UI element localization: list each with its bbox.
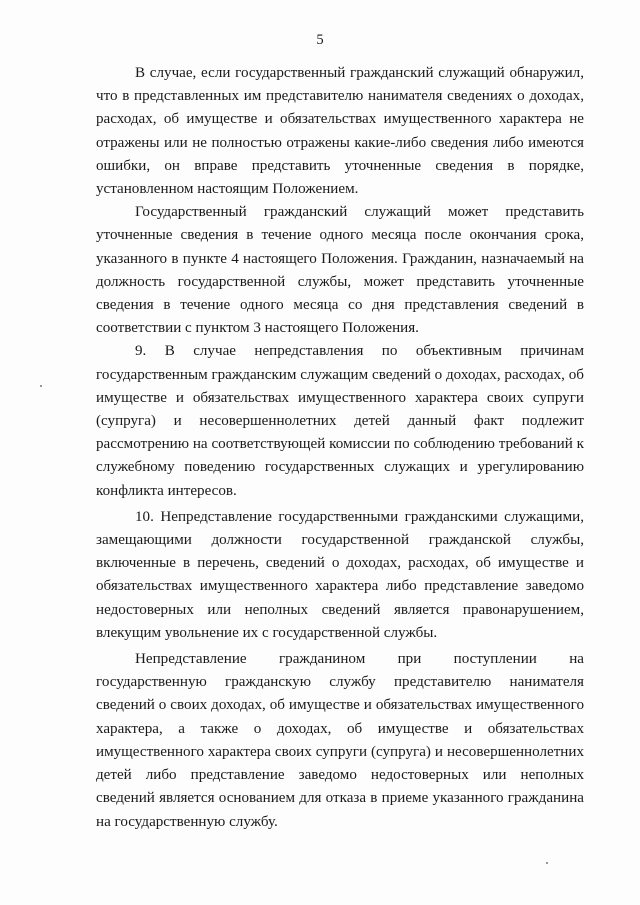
paragraph-item-10: 10. Непредставление государственными гражданскими служащими, замещающими должности государственной гражданской службы, включенные в перечень, сведений о доходах, расходах, об имуществе и обязательствах имущественного характера либо представление заведомо недостоверных или неполных сведений является правонарушением, влекущим увольнение их с государственной службы.	[96, 508, 584, 641]
paragraph-citizen-non-submission: Непредставление гражданином при поступлении на государственную гражданскую службу представителю нанимателя сведений о своих доходах, об имуществе и обязательствах имущественного характера, а также о доходах, об имуществе и обязательствах имущественного характера своих супруги (супруга) и несовершеннолетних детей либо представление заведомо недостоверных или неполных сведений является основанием для отказа в приеме указанного гражданина на государственную службу.	[96, 651, 584, 830]
scan-speck	[546, 862, 548, 864]
page-number: 5	[316, 32, 324, 48]
paragraph-corrected-info-discovery: В случае, если государственный гражданский служащий обнаружил, что в представленных им представителю нанимателя сведениях о доходах, расходах, об имуществе и обязательствах имущественного характера не отражены или не полностью отражены какие-либо сведения либо имеются ошибки, он вправе представить уточненные сведения в порядке, установленном настоящим Положением.	[96, 65, 584, 198]
paragraph-corrected-info-deadline: Государственный гражданский служащий может представить уточненные сведения в течение одного месяца после окончания срока, указанного в пункте 4 настоящего Положения. Гражданин, назначаемый на должность государственной службы, может представить уточненные сведения в течение одного месяца со дня представления сведений в соответствии с пунктом 3 настоящего Положения.	[96, 204, 584, 337]
scan-speck	[40, 385, 42, 387]
document-body	[96, 62, 584, 834]
paragraph-item-9: 9. В случае непредставления по объективным причинам государственным гражданским служащим сведений о доходах, расходах, об имуществе и обязательствах имущественного характера своих супруги (супруга) и несовершеннолетних детей данный факт подлежит рассмотрению на соответствующей комиссии по соблюдению требований к служебному поведению государственных служащих и урегулированию конфликта интересов.	[96, 343, 584, 499]
